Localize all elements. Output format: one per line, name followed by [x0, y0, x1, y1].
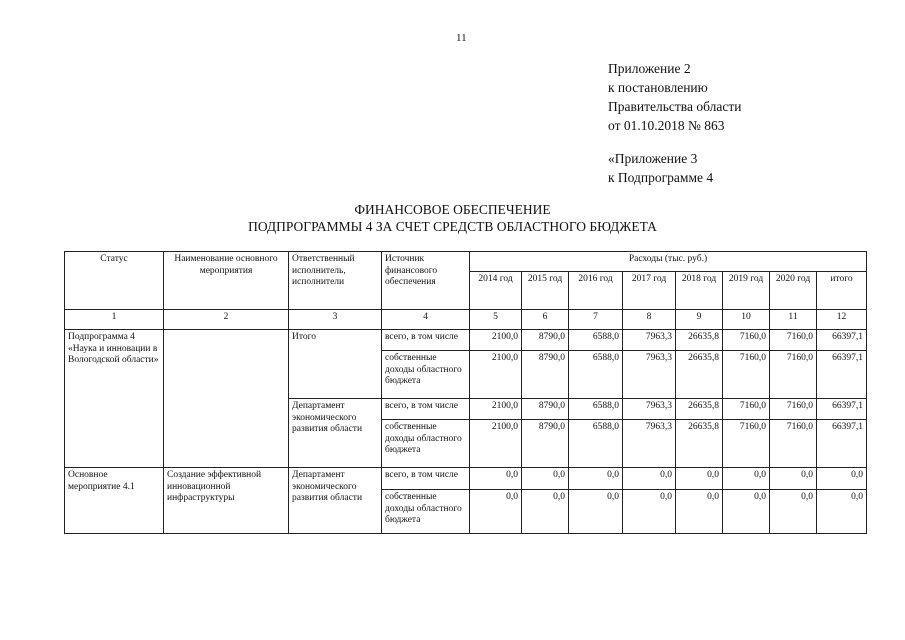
value-cell: 66397,1	[817, 351, 867, 399]
financing-table	[64, 251, 867, 534]
value-cell: 7160,0	[770, 420, 817, 468]
source-cell: всего, в том числе	[382, 399, 470, 420]
value-cell: 7963,3	[623, 420, 676, 468]
value-cell: 0,0	[522, 490, 569, 534]
appendix-line: Приложение 2	[608, 61, 691, 76]
value-cell: 0,0	[770, 490, 817, 534]
value-cell: 7160,0	[770, 330, 817, 351]
column-number: 11	[770, 310, 817, 330]
value-cell: 2100,0	[470, 330, 522, 351]
header-source: Источник финансового обеспечения	[382, 252, 470, 310]
column-number: 1	[65, 310, 164, 330]
event-name-cell: Создание эффективной инновационной инфраструктуры	[164, 468, 289, 534]
status-cell: Подпрограмма 4 «Наука и инновации в Вологодской области»	[65, 330, 164, 468]
executor-cell: Департамент экономического развития области	[289, 399, 382, 468]
header-year: 2018 год	[676, 272, 723, 310]
value-cell: 0,0	[569, 468, 623, 490]
value-cell: 0,0	[623, 490, 676, 534]
source-cell: всего, в том числе	[382, 468, 470, 490]
source-cell: всего, в том числе	[382, 330, 470, 351]
column-number: 6	[522, 310, 569, 330]
column-number: 10	[723, 310, 770, 330]
column-number: 9	[676, 310, 723, 330]
value-cell: 7963,3	[623, 351, 676, 399]
source-cell: собственные доходы областного бюджета	[382, 351, 470, 399]
appendix-sub-line: «Приложение 3	[608, 151, 698, 166]
header-year: 2015 год	[522, 272, 569, 310]
column-number: 12	[817, 310, 867, 330]
appendix-line: к постановлению	[608, 80, 708, 95]
value-cell: 6588,0	[569, 351, 623, 399]
value-cell: 0,0	[470, 468, 522, 490]
value-cell: 7160,0	[723, 420, 770, 468]
value-cell: 0,0	[569, 490, 623, 534]
header-event-name: Наименование основного мероприятия	[164, 252, 289, 310]
value-cell: 26635,8	[676, 399, 723, 420]
table-row	[65, 468, 867, 490]
value-cell: 0,0	[676, 490, 723, 534]
column-number: 8	[623, 310, 676, 330]
value-cell: 26635,8	[676, 420, 723, 468]
value-cell: 0,0	[676, 468, 723, 490]
page-number: 11	[456, 32, 467, 44]
value-cell: 2100,0	[470, 420, 522, 468]
header-status: Статус	[65, 252, 164, 310]
value-cell: 6588,0	[569, 330, 623, 351]
table-row	[65, 330, 867, 351]
value-cell: 8790,0	[522, 351, 569, 399]
appendix-line: от 01.10.2018 № 863	[608, 118, 725, 133]
value-cell: 2100,0	[470, 399, 522, 420]
executor-cell: Итого	[289, 330, 382, 399]
value-cell: 26635,8	[676, 351, 723, 399]
value-cell: 7160,0	[723, 330, 770, 351]
header-total: итого	[817, 272, 867, 310]
value-cell: 7160,0	[723, 351, 770, 399]
value-cell: 0,0	[770, 468, 817, 490]
value-cell: 7160,0	[770, 399, 817, 420]
value-cell: 7963,3	[623, 330, 676, 351]
appendix-sub-block	[608, 149, 713, 187]
column-number: 7	[569, 310, 623, 330]
appendix-sub-line: к Подпрограмме 4	[608, 170, 714, 185]
appendix-block	[608, 59, 741, 135]
appendix-line: Правительства области	[608, 99, 742, 114]
header-executor: Ответственный исполнитель, исполнители	[289, 252, 382, 310]
executor-cell: Департамент экономического развития области	[289, 468, 382, 534]
column-number: 3	[289, 310, 382, 330]
value-cell: 2100,0	[470, 351, 522, 399]
value-cell: 0,0	[723, 490, 770, 534]
value-cell: 7160,0	[723, 399, 770, 420]
value-cell: 0,0	[723, 468, 770, 490]
value-cell: 6588,0	[569, 399, 623, 420]
value-cell: 0,0	[522, 468, 569, 490]
source-cell: собственные доходы областного бюджета	[382, 490, 470, 534]
document-title: ФИНАНСОВОЕ ОБЕСПЕЧЕНИЕ	[354, 202, 551, 217]
event-name-cell	[164, 330, 289, 468]
value-cell: 8790,0	[522, 330, 569, 351]
value-cell: 0,0	[623, 468, 676, 490]
value-cell: 0,0	[817, 468, 867, 490]
value-cell: 8790,0	[522, 399, 569, 420]
value-cell: 0,0	[817, 490, 867, 534]
value-cell: 6588,0	[569, 420, 623, 468]
column-number: 2	[164, 310, 289, 330]
value-cell: 26635,8	[676, 330, 723, 351]
header-year: 2019 год	[723, 272, 770, 310]
value-cell: 66397,1	[817, 420, 867, 468]
value-cell: 7160,0	[770, 351, 817, 399]
header-expenses: Расходы (тыс. руб.)	[470, 252, 867, 272]
value-cell: 0,0	[470, 490, 522, 534]
header-year: 2017 год	[623, 272, 676, 310]
header-year: 2020 год	[770, 272, 817, 310]
column-number: 5	[470, 310, 522, 330]
header-year: 2016 год	[569, 272, 623, 310]
value-cell: 8790,0	[522, 420, 569, 468]
status-cell: Основное мероприятие 4.1	[65, 468, 164, 534]
header-year: 2014 год	[470, 272, 522, 310]
value-cell: 66397,1	[817, 330, 867, 351]
value-cell: 66397,1	[817, 399, 867, 420]
source-cell: собственные доходы областного бюджета	[382, 420, 470, 468]
document-subtitle: ПОДПРОГРАММЫ 4 ЗА СЧЕТ СРЕДСТВ ОБЛАСТНОГО БЮДЖЕТА	[248, 219, 657, 234]
column-number: 4	[382, 310, 470, 330]
value-cell: 7963,3	[623, 399, 676, 420]
